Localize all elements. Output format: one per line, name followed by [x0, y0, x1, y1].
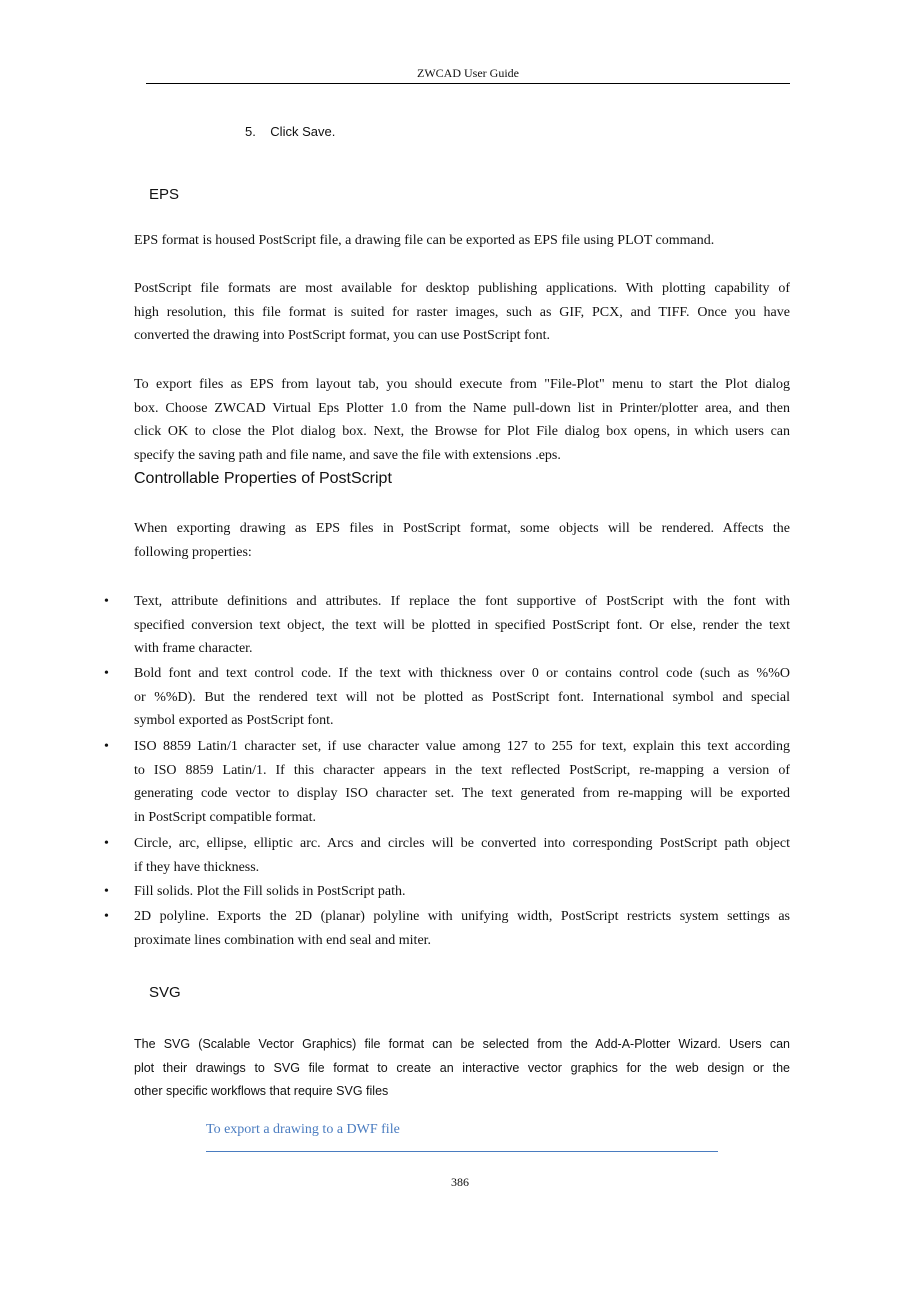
bullet-icon: •	[104, 836, 109, 851]
text-line: following properties:	[134, 544, 252, 560]
page-header: ZWCAD User Guide	[417, 66, 519, 80]
text-line: with frame character.	[134, 641, 253, 657]
step-text: Click Save.	[270, 124, 336, 139]
text-line: To export files as EPS from layout tab, you should execute from "File-Plot" menu to start the Plot dialog	[134, 377, 790, 392]
svg-heading: SVG	[149, 984, 181, 1001]
text-line: in PostScript compatible format.	[134, 810, 316, 826]
svg-paragraph	[134, 1033, 790, 1104]
eps-paragraph	[134, 277, 790, 348]
bullet-item	[104, 832, 790, 879]
text-line: Circle, arc, ellipse, elliptic arc. Arcs and circles will be converted into corresponding PostScript path object	[134, 836, 790, 851]
properties-heading: Controllable Properties of PostScript	[134, 470, 392, 487]
bullet-item	[104, 735, 790, 830]
text-line: generating code vector to display ISO character set. The text generated from re-mapping will be exported	[134, 786, 790, 802]
text-line: or %%D). But the rendered text will not be plotted as PostScript font. International symbol and special	[134, 689, 790, 705]
bullet-item	[104, 662, 790, 733]
link-underline	[206, 1151, 718, 1152]
text-line: 2D polyline. Exports the 2D (planar) polyline with unifying width, PostScript restricts system settings as	[134, 909, 790, 924]
bullet-item	[104, 880, 790, 904]
bullet-icon: •	[104, 666, 109, 681]
text-line: click OK to close the Plot dialog box. Next, the Browse for Plot File dialog box opens, in which users can	[134, 424, 790, 440]
text-line: if they have thickness.	[134, 859, 260, 875]
text-line: ISO 8859 Latin/1 character set, if use character value among 127 to 255 for text, explain this text according	[134, 739, 790, 754]
text-line: other specific workflows that require SVG files	[134, 1084, 389, 1099]
bullet-icon: •	[104, 884, 109, 899]
step-number: 5.	[245, 124, 256, 139]
properties-intro	[134, 517, 790, 564]
header-rule	[146, 83, 790, 84]
text-line: Bold font and text control code. If the text with thickness over 0 or contains control code (such as %%O	[134, 666, 790, 681]
eps-paragraph	[134, 229, 790, 253]
text-line: Text, attribute definitions and attributes. If replace the font supportive of PostScript with the font with	[134, 594, 790, 609]
text-line: When exporting drawing as EPS files in PostScript format, some objects will be rendered. Affects the	[134, 521, 790, 536]
text-line: symbol exported as PostScript font.	[134, 713, 334, 729]
text-line: The SVG (Scalable Vector Graphics) file format can be selected from the Add-A-Plotter Wizard. Users can	[134, 1037, 790, 1051]
text-line: specified conversion text object, the text will be plotted in specified PostScript font. Or else, render the text	[134, 617, 790, 633]
bullet-icon: •	[104, 739, 109, 754]
text-line: EPS format is housed PostScript file, a drawing file can be exported as EPS file using PLOT command.	[134, 233, 715, 248]
bullet-icon: •	[104, 909, 109, 924]
text-line: plot their drawings to SVG file format to create an interactive vector graphics for the web design or the	[134, 1060, 790, 1075]
text-line: box. Choose ZWCAD Virtual Eps Plotter 1.0 from the Name pull-down list in Printer/plotter area, and then	[134, 400, 790, 416]
eps-paragraph	[134, 373, 790, 468]
step-5	[245, 124, 335, 139]
text-line: PostScript file formats are most available for desktop publishing applications. With plotting capability of	[134, 281, 790, 296]
text-line: converted the drawing into PostScript format, you can use PostScript font.	[134, 328, 551, 344]
page-number: 386	[451, 1175, 469, 1189]
bullet-icon: •	[104, 594, 109, 609]
text-line: specify the saving path and file name, and save the file with extensions .eps.	[134, 448, 561, 464]
text-line: to ISO 8859 Latin/1. If this character appears in the text reflected PostScript, re-mapping a version of	[134, 762, 790, 778]
dwf-export-link[interactable]: To export a drawing to a DWF file	[206, 1122, 400, 1137]
bullet-item	[104, 590, 790, 661]
text-line: Fill solids. Plot the Fill solids in PostScript path.	[134, 884, 406, 899]
bullet-item	[104, 905, 790, 952]
text-line: high resolution, this file format is suited for raster images, such as GIF, PCX, and TIFF. Once you have	[134, 304, 790, 320]
eps-heading: EPS	[149, 186, 180, 203]
text-line: proximate lines combination with end seal and miter.	[134, 932, 432, 948]
